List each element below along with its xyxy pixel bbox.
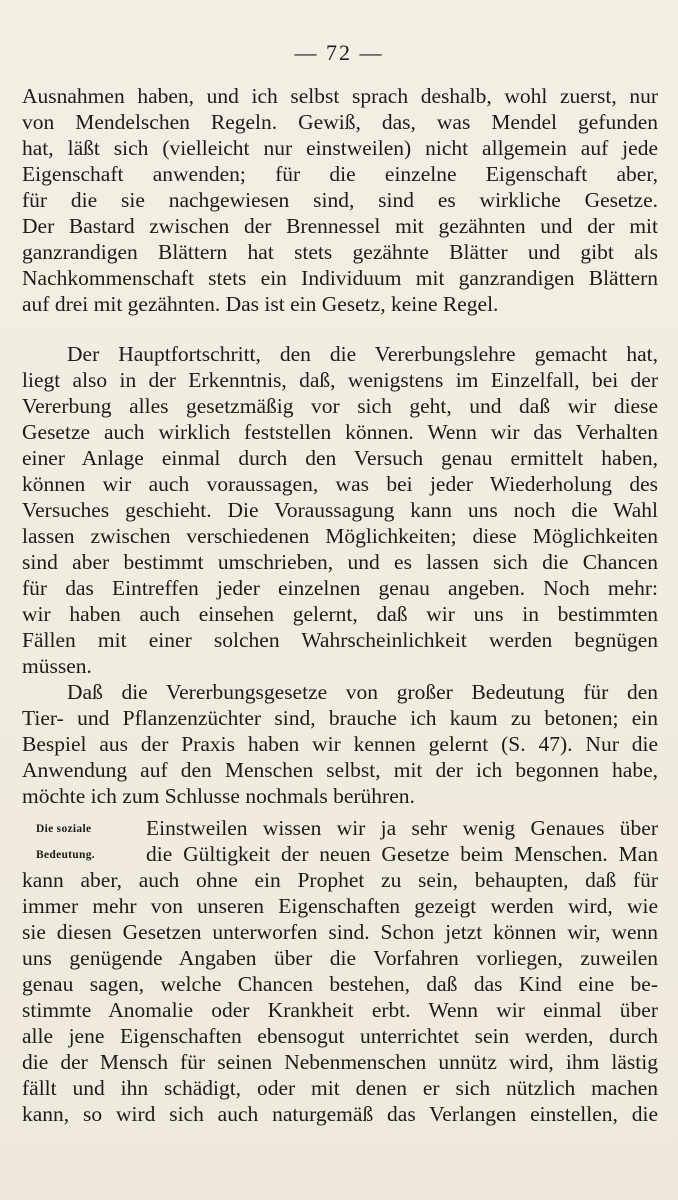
text-line: sie diesen Gesetzen unterworfen sind. Schon jetzt können wir, wenn <box>22 920 658 944</box>
text-line: sind aber bestimmt umschrieben, und es lassen sich die Chancen <box>22 550 658 574</box>
text-line: die der Mensch für seinen Nebenmenschen unnütz wird, ihm lästig <box>22 1050 658 1074</box>
text-line: Gesetze auch wirklich feststellen können. Wenn wir das Verhalten <box>22 420 658 444</box>
text-line: Der Hauptfortschritt, den die Vererbungslehre gemacht hat, <box>67 342 658 366</box>
text-line: immer mehr von unseren Eigenschaften gezeigt werden wird, wie <box>22 894 658 918</box>
paragraph-1 <box>22 83 658 317</box>
text-line: von Mendelschen Regeln. Gewiß, das, was Mendel gefunden <box>22 110 658 134</box>
text-line: Tier- und Pflanzenzüchter sind, brauche ich kaum zu betonen; ein <box>22 706 658 730</box>
text-line: Ausnahmen haben, und ich selbst sprach deshalb, wohl zuerst, nur <box>22 84 658 108</box>
text-line: Daß die Vererbungsgesetze von großer Bedeutung für den <box>67 680 658 704</box>
page-number: — 72 — <box>294 40 384 65</box>
text-line: Der Bastard zwischen der Brennessel mit gezähnten und der mit <box>22 214 658 238</box>
text-line: Eigenschaft anwenden; für die einzelne Eigenschaft aber, <box>22 162 658 186</box>
text-line: wir haben auch einsehen gelernt, daß wir uns in bestimmten <box>22 602 658 626</box>
text-line: ganzrandigen Blättern hat stets gezähnte Blätter und gibt als <box>22 240 658 264</box>
text-line: auf drei mit gezähnten. Das ist ein Gesetz, keine Regel. <box>22 292 499 316</box>
paragraph-3 <box>22 679 658 809</box>
text-line: stimmte Anomalie oder Krankheit erbt. Wenn wir einmal über <box>22 998 658 1022</box>
text-line: Anwendung auf den Menschen selbst, mit der ich begonnen habe, <box>22 758 658 782</box>
paragraph-4 <box>22 815 658 1127</box>
text-line: möchte ich zum Schlusse nochmals berühren. <box>22 784 415 808</box>
text-line: alle jene Eigenschaften ebensogut unterrichtet sein werden, durch <box>22 1024 658 1048</box>
text-line: kann aber, auch ohne ein Prophet zu sein, behaupten, daß für <box>22 868 658 892</box>
text-line: liegt also in der Erkenntnis, daß, wenigstens im Einzelfall, bei der <box>22 368 658 392</box>
paragraph-gap <box>22 317 658 341</box>
body-text <box>22 83 658 1127</box>
text-line: Fällen mit einer solchen Wahrscheinlichkeit werden begnügen <box>22 628 658 652</box>
text-line: genau sagen, welche Chancen bestehen, daß das Kind eine be- <box>22 972 658 996</box>
paragraph-2 <box>22 341 658 679</box>
text-line: für das Eintreffen jeder einzelnen genau angeben. Noch mehr: <box>22 576 658 600</box>
text-line: kann, so wird sich auch naturgemäß das Verlangen einstellen, die <box>22 1102 658 1126</box>
text-line: hat, läßt sich (vielleicht nur einstweilen) nicht allgemein auf jede <box>22 136 658 160</box>
text-line: müssen. <box>22 654 92 678</box>
text-line: Bespiel aus der Praxis haben wir kennen gelernt (S. 47). Nur die <box>22 732 658 756</box>
margin-note-line: Die soziale <box>36 823 92 835</box>
text-line: Nachkommenschaft stets ein Individuum mit ganzrandigen Blättern <box>22 266 658 290</box>
margin-note-line: Bedeutung. <box>36 849 95 861</box>
text-line: die Gültigkeit der neuen Gesetze beim Menschen. Man <box>146 842 658 866</box>
text-line: Einstweilen wissen wir ja sehr wenig Genaues über <box>146 816 658 840</box>
text-line: einer Anlage einmal durch den Versuch genau ermittelt haben, <box>22 446 658 470</box>
text-line: können wir auch voraussagen, was bei jeder Wiederholung des <box>22 472 658 496</box>
text-line: fällt und ihn schädigt, oder mit denen er sich nützlich machen <box>22 1076 658 1100</box>
text-line: uns genügende Angaben über die Vorfahren vorliegen, zuweilen <box>22 946 658 970</box>
text-line: lassen zwischen verschiedenen Möglichkeiten; diese Möglichkeiten <box>22 524 658 548</box>
text-line: für die sie nachgewiesen sind, sind es wirkliche Gesetze. <box>22 188 658 212</box>
margin-note <box>36 822 95 862</box>
text-line: Vererbung alles gesetzmäßig vor sich geht, und daß wir diese <box>22 394 658 418</box>
text-line: Versuches geschieht. Die Voraussagung kann uns noch die Wahl <box>22 498 658 522</box>
